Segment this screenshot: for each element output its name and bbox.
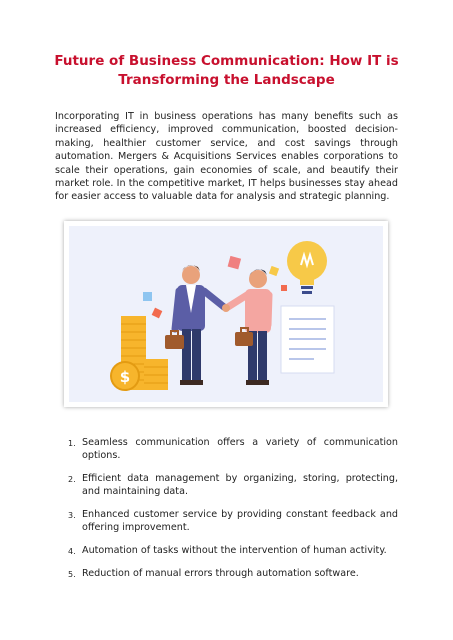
confetti-square (281, 285, 287, 291)
benefits-list (60, 436, 398, 590)
list-item (60, 567, 398, 580)
list-text: Enhanced customer service by providing constant feedback and offering improvement. (82, 509, 398, 533)
svg-text:$: $ (119, 368, 131, 386)
list-text: Seamless communication offers a variety of communication options. (82, 437, 398, 461)
list-text: Reduction of manual errors through automation software. (82, 568, 359, 579)
list-text: Automation of tasks without the intervention of human activity. (82, 545, 387, 556)
handshake-illustration (64, 221, 388, 407)
handshake-hands (222, 304, 230, 312)
intro-paragraph: Incorporating IT in business operations has many benefits such as increased efficiency, improved communication, boosted decision-making, healthier customer service, and cost savings through automation. Mergers & Acquisitions Services enables corporations to scale their operations, gain economies of scale, and beautify their market role. In the competitive market, IT helps businesses stay ahead for easier access to valuable data for analysis and strategic planning. (55, 111, 398, 203)
list-item (60, 472, 398, 498)
list-item (60, 436, 398, 462)
list-number: 4. (68, 547, 76, 556)
list-item (60, 544, 398, 557)
list-item (60, 508, 398, 534)
confetti-square (143, 292, 152, 301)
list-number: 2. (68, 475, 76, 484)
list-number: 3. (68, 511, 76, 520)
list-number: 1. (68, 439, 76, 448)
list-text: Efficient data management by organizing, storing, protecting, and maintaining data. (82, 473, 398, 497)
list-number: 5. (68, 570, 76, 579)
document-title: Future of Business Communication: How IT is Transforming the Landscape (54, 53, 399, 88)
document-icon (281, 306, 334, 373)
